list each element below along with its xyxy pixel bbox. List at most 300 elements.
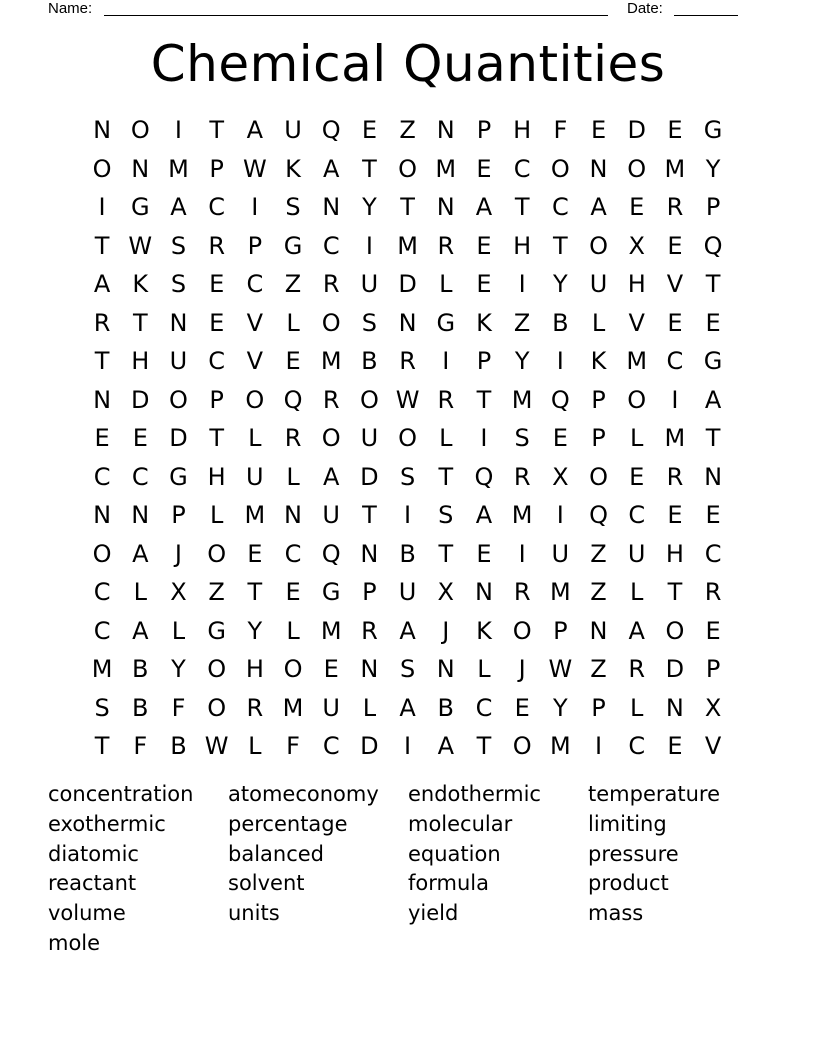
grid-letter: M [397, 231, 418, 260]
grid-letter: M [549, 578, 571, 607]
word-list-item: limiting [588, 811, 667, 836]
grid-letter: M [320, 347, 342, 376]
grid-letter: T [438, 539, 454, 568]
grid-letter: Z [399, 116, 416, 145]
word-list-item: pressure [588, 841, 679, 866]
grid-letter: P [705, 193, 721, 222]
grid-letter: V [704, 732, 722, 761]
grid-letter: O [169, 385, 188, 414]
grid-letter: L [133, 578, 147, 607]
grid-letter: I [404, 732, 412, 761]
grid-letter: C [666, 347, 684, 376]
grid-letter: F [553, 116, 568, 145]
grid-letter: L [630, 578, 644, 607]
grid-letter: E [705, 501, 721, 530]
grid-letter: M [511, 385, 533, 414]
grid-letter: E [629, 462, 645, 491]
grid-letter: Y [514, 347, 530, 376]
grid-letter: E [514, 693, 530, 722]
grid-letter: U [169, 347, 188, 376]
grid-letter: O [321, 424, 341, 453]
page-title: Chemical Quantities [150, 35, 666, 93]
grid-letter: X [628, 231, 645, 260]
grid-letter: R [93, 308, 111, 337]
grid-letter: H [245, 655, 264, 684]
grid-letter: Y [247, 616, 263, 645]
grid-letter: A [475, 501, 493, 530]
grid-letter: S [94, 693, 110, 722]
grid-letter: K [132, 270, 149, 299]
grid-letter: T [476, 732, 492, 761]
grid-letter: O [130, 116, 150, 145]
date-label: Date: [627, 0, 663, 17]
grid-letter: J [174, 539, 182, 568]
grid-row [83, 650, 733, 689]
grid-letter: Y [171, 655, 186, 684]
grid-letter: E [705, 616, 721, 645]
grid-letter: R [208, 231, 225, 260]
grid-letter: T [94, 732, 110, 761]
grid-letter: G [169, 462, 188, 491]
grid-letter: L [209, 501, 224, 530]
grid-letter: Y [705, 154, 721, 183]
grid-letter: I [518, 270, 526, 299]
grid-letter: E [667, 116, 683, 145]
grid-letter: Z [590, 578, 607, 607]
grid-letter: A [132, 539, 149, 568]
grid-letter: Q [589, 501, 608, 530]
grid-letter: O [627, 154, 647, 183]
grid-letter: X [437, 578, 454, 607]
grid-letter: D [665, 655, 685, 684]
grid-row [83, 458, 733, 497]
grid-letter: Y [362, 193, 377, 222]
grid-letter: R [666, 193, 684, 222]
grid-letter: B [132, 655, 149, 684]
grid-letter: J [442, 616, 450, 645]
grid-letter: L [439, 424, 453, 453]
grid-letter: M [511, 501, 533, 530]
grid-letter: P [591, 385, 606, 414]
grid-letter: F [286, 732, 300, 761]
grid-letter: E [476, 539, 492, 568]
grid-letter: I [251, 193, 259, 222]
grid-row [83, 304, 733, 343]
grid-letter: L [286, 616, 300, 645]
grid-letter: O [207, 693, 227, 722]
grid-row [83, 419, 733, 458]
grid-letter: L [477, 655, 491, 684]
grid-letter: L [248, 732, 262, 761]
word-list-item: diatomic [48, 841, 139, 866]
grid-letter: D [398, 270, 417, 299]
grid-letter: T [476, 385, 492, 414]
grid-letter: G [130, 193, 150, 222]
grid-letter: T [94, 347, 110, 376]
grid-letter: V [246, 347, 264, 376]
grid-letter: E [361, 116, 377, 145]
word-list-item: formula [408, 871, 489, 896]
grid-letter: E [667, 231, 683, 260]
grid-letter: H [513, 231, 532, 260]
grid-letter: C [551, 193, 569, 222]
grid-letter: P [362, 578, 377, 607]
grid-letter: Z [590, 539, 607, 568]
grid-letter: C [475, 693, 493, 722]
grid-letter: Z [284, 270, 302, 299]
grid-letter: G [703, 116, 723, 145]
grid-row [83, 496, 733, 535]
grid-letter: N [436, 193, 455, 222]
grid-letter: T [247, 578, 263, 607]
grid-letter: O [512, 732, 532, 761]
grid-letter: N [665, 693, 684, 722]
grid-letter: M [282, 693, 304, 722]
grid-letter: C [513, 154, 531, 183]
grid-letter: S [514, 424, 530, 453]
grid-letter: I [174, 116, 182, 145]
grid-letter: P [476, 116, 492, 145]
grid-row [83, 227, 733, 266]
grid-letter: C [628, 501, 646, 530]
grid-letter: V [666, 270, 684, 299]
grid-letter: T [94, 231, 110, 260]
grid-letter: R [513, 578, 531, 607]
grid-letter: M [549, 732, 571, 761]
grid-letter: C [628, 732, 646, 761]
grid-letter: I [404, 501, 412, 530]
grid-letter: R [246, 693, 264, 722]
name-field-line [104, 15, 608, 16]
grid-letter: T [705, 270, 721, 299]
grid-letter: P [591, 424, 606, 453]
grid-letter: C [322, 231, 340, 260]
grid-row [83, 111, 733, 150]
grid-letter: N [589, 616, 608, 645]
grid-letter: N [93, 116, 112, 145]
grid-letter: C [93, 462, 111, 491]
grid-letter: E [247, 539, 263, 568]
grid-letter: B [361, 347, 378, 376]
grid-letter: O [92, 154, 112, 183]
grid-letter: N [398, 308, 417, 337]
grid-letter: I [442, 347, 450, 376]
grid-letter: I [556, 347, 564, 376]
grid-letter: K [285, 154, 301, 183]
grid-letter: S [170, 231, 187, 260]
grid-letter: A [590, 193, 607, 222]
grid-letter: U [360, 270, 379, 299]
grid-letter: I [480, 424, 488, 453]
word-list-item: solvent [228, 871, 305, 896]
grid-letter: Q [321, 539, 341, 568]
grid-letter: W [395, 385, 420, 414]
grid-letter: I [671, 385, 679, 414]
grid-letter: O [207, 539, 227, 568]
grid-letter: O [512, 616, 532, 645]
grid-letter: G [703, 347, 723, 376]
grid-letter: D [627, 116, 646, 145]
grid-letter: U [284, 116, 302, 145]
grid-letter: U [627, 539, 646, 568]
grid-letter: O [627, 385, 647, 414]
grid-letter: O [398, 424, 418, 453]
grid-letter: E [667, 501, 683, 530]
grid-letter: D [131, 385, 150, 414]
grid-letter: T [438, 462, 454, 491]
date-field-line [674, 15, 738, 16]
grid-letter: E [667, 732, 683, 761]
grid-letter: V [628, 308, 645, 337]
grid-letter: Q [474, 462, 494, 491]
grid-letter: M [320, 616, 342, 645]
grid-letter: B [552, 308, 569, 337]
grid-letter: R [666, 462, 684, 491]
grid-letter: O [398, 154, 418, 183]
grid-letter: A [475, 193, 493, 222]
grid-letter: G [321, 578, 341, 607]
grid-letter: E [629, 193, 645, 222]
grid-letter: G [283, 231, 303, 260]
grid-letter: L [630, 424, 644, 453]
grid-letter: C [208, 193, 226, 222]
grid-letter: J [518, 655, 526, 684]
grid-letter: W [128, 231, 153, 260]
grid-letter: K [476, 616, 492, 645]
grid-letter: A [93, 270, 111, 299]
grid-letter: A [437, 732, 454, 761]
grid-letter: N [589, 154, 608, 183]
grid-letter: A [399, 616, 416, 645]
grid-letter: Y [553, 270, 568, 299]
grid-letter: N [322, 193, 341, 222]
grid-letter: C [322, 732, 340, 761]
grid-row [83, 689, 733, 728]
grid-letter: R [399, 347, 416, 376]
grid-letter: E [667, 308, 683, 337]
grid-letter: L [630, 693, 644, 722]
grid-letter: W [548, 655, 573, 684]
grid-letter: U [551, 539, 570, 568]
grid-letter: A [323, 462, 340, 491]
grid-letter: F [133, 732, 148, 761]
grid-letter: E [476, 231, 492, 260]
grid-row [83, 342, 733, 381]
grid-letter: U [398, 578, 417, 607]
grid-letter: P [553, 616, 568, 645]
grid-letter: L [591, 308, 606, 337]
grid-letter: P [476, 347, 492, 376]
grid-letter: A [323, 154, 340, 183]
grid-letter: C [284, 539, 302, 568]
grid-letter: N [131, 501, 150, 530]
grid-letter: E [285, 578, 301, 607]
grid-letter: Q [283, 385, 303, 414]
grid-letter: B [170, 732, 187, 761]
grid-letter: T [362, 501, 377, 530]
grid-letter: C [208, 347, 226, 376]
word-list-item: balanced [228, 841, 325, 866]
grid-letter: N [131, 154, 150, 183]
grid-letter: L [362, 693, 377, 722]
grid-letter: O [283, 655, 303, 684]
grid-letter: V [246, 308, 264, 337]
grid-letter: E [209, 308, 225, 337]
grid-letter: A [628, 616, 645, 645]
word-list-item: units [228, 901, 280, 926]
grid-letter: S [399, 655, 416, 684]
word-list-item: percentage [228, 811, 348, 836]
grid-letter: A [399, 693, 416, 722]
grid-row [83, 381, 733, 420]
grid-letter: R [704, 578, 722, 607]
grid-letter: S [285, 193, 301, 222]
letter-grid [83, 111, 733, 766]
word-list-item: product [588, 871, 669, 896]
grid-letter: M [626, 347, 648, 376]
grid-letter: O [550, 154, 570, 183]
grid-letter: T [514, 193, 530, 222]
grid-row [83, 727, 733, 766]
grid-letter: O [589, 462, 608, 491]
grid-letter: R [437, 385, 455, 414]
grid-letter: P [171, 501, 186, 530]
grid-letter: A [170, 193, 187, 222]
grid-letter: L [286, 462, 300, 491]
grid-letter: I [365, 231, 373, 260]
grid-letter: S [361, 308, 378, 337]
word-list-item: yield [408, 901, 459, 926]
grid-letter: H [665, 539, 684, 568]
grid-letter: H [207, 462, 226, 491]
grid-letter: E [285, 347, 301, 376]
grid-letter: S [399, 462, 416, 491]
grid-letter: U [322, 693, 340, 722]
grid-letter: X [552, 462, 569, 491]
word-list-item: mass [588, 901, 644, 926]
grid-letter: L [171, 616, 186, 645]
grid-letter: Q [550, 385, 570, 414]
grid-letter: T [209, 424, 224, 453]
grid-letter: S [438, 501, 454, 530]
grid-letter: E [476, 154, 492, 183]
grid-letter: O [321, 308, 341, 337]
grid-letter: F [171, 693, 186, 722]
grid-letter: L [248, 424, 262, 453]
grid-letter: A [704, 385, 722, 414]
grid-letter: U [246, 462, 264, 491]
grid-letter: I [556, 501, 564, 530]
grid-letter: R [361, 616, 378, 645]
grid-letter: E [552, 424, 568, 453]
grid-letter: T [132, 308, 148, 337]
grid-letter: M [91, 655, 113, 684]
grid-letter: K [476, 308, 492, 337]
grid-letter: S [170, 270, 187, 299]
grid-letter: W [242, 154, 267, 183]
grid-row [83, 265, 733, 304]
grid-letter: N [93, 501, 112, 530]
word-list-item: reactant [48, 871, 137, 896]
grid-letter: N [360, 539, 379, 568]
grid-letter: U [360, 424, 379, 453]
grid-letter: O [665, 616, 685, 645]
grid-letter: O [589, 231, 608, 260]
grid-letter: M [435, 154, 457, 183]
grid-letter: N [284, 501, 302, 530]
grid-letter: O [207, 655, 227, 684]
grid-letter: I [518, 539, 526, 568]
grid-letter: G [436, 308, 456, 337]
grid-letter: Y [553, 693, 568, 722]
grid-letter: X [170, 578, 187, 607]
grid-letter: D [360, 462, 379, 491]
grid-letter: H [131, 347, 150, 376]
grid-letter: P [209, 385, 224, 414]
grid-letter: B [399, 539, 416, 568]
grid-letter: M [664, 424, 686, 453]
grid-letter: N [436, 116, 455, 145]
grid-letter: E [132, 424, 148, 453]
grid-letter: R [513, 462, 531, 491]
grid-letter: M [168, 154, 189, 183]
grid-letter: C [704, 539, 722, 568]
word-list-item: endothermic [408, 782, 541, 806]
grid-letter: X [704, 693, 722, 722]
grid-row [83, 188, 733, 227]
name-label: Name: [48, 0, 93, 17]
word-list [48, 780, 768, 959]
grid-letter: O [359, 385, 379, 414]
grid-letter: M [244, 501, 266, 530]
grid-letter: M [664, 154, 686, 183]
grid-letter: E [476, 270, 492, 299]
grid-letter: E [209, 270, 225, 299]
grid-letter: B [132, 693, 149, 722]
grid-letter: A [132, 616, 149, 645]
grid-row [83, 573, 733, 612]
grid-letter: K [590, 347, 607, 376]
grid-letter: L [439, 270, 453, 299]
header [48, 0, 748, 20]
grid-letter: R [284, 424, 302, 453]
grid-letter: I [98, 193, 106, 222]
grid-letter: C [246, 270, 264, 299]
word-list-item: equation [408, 841, 501, 866]
grid-letter: T [209, 116, 224, 145]
grid-letter: A [246, 116, 264, 145]
grid-letter: D [169, 424, 188, 453]
grid-letter: Z [590, 655, 607, 684]
grid-letter: P [247, 231, 263, 260]
grid-letter: Z [208, 578, 225, 607]
grid-letter: N [474, 578, 493, 607]
grid-row [83, 150, 733, 189]
word-list-item: temperature [588, 782, 720, 806]
grid-letter: E [590, 116, 607, 145]
word-list-item: mole [48, 930, 101, 955]
grid-letter: C [93, 616, 111, 645]
word-list-item: volume [48, 901, 126, 926]
word-list-item: molecular [408, 811, 513, 836]
grid-letter: N [436, 655, 455, 684]
word-list-item: concentration [48, 782, 194, 806]
grid-letter: P [705, 655, 721, 684]
word-list-item: atomeconomy [228, 782, 379, 806]
grid-letter: C [93, 578, 111, 607]
grid-letter: N [360, 655, 379, 684]
grid-letter: Q [321, 116, 341, 145]
